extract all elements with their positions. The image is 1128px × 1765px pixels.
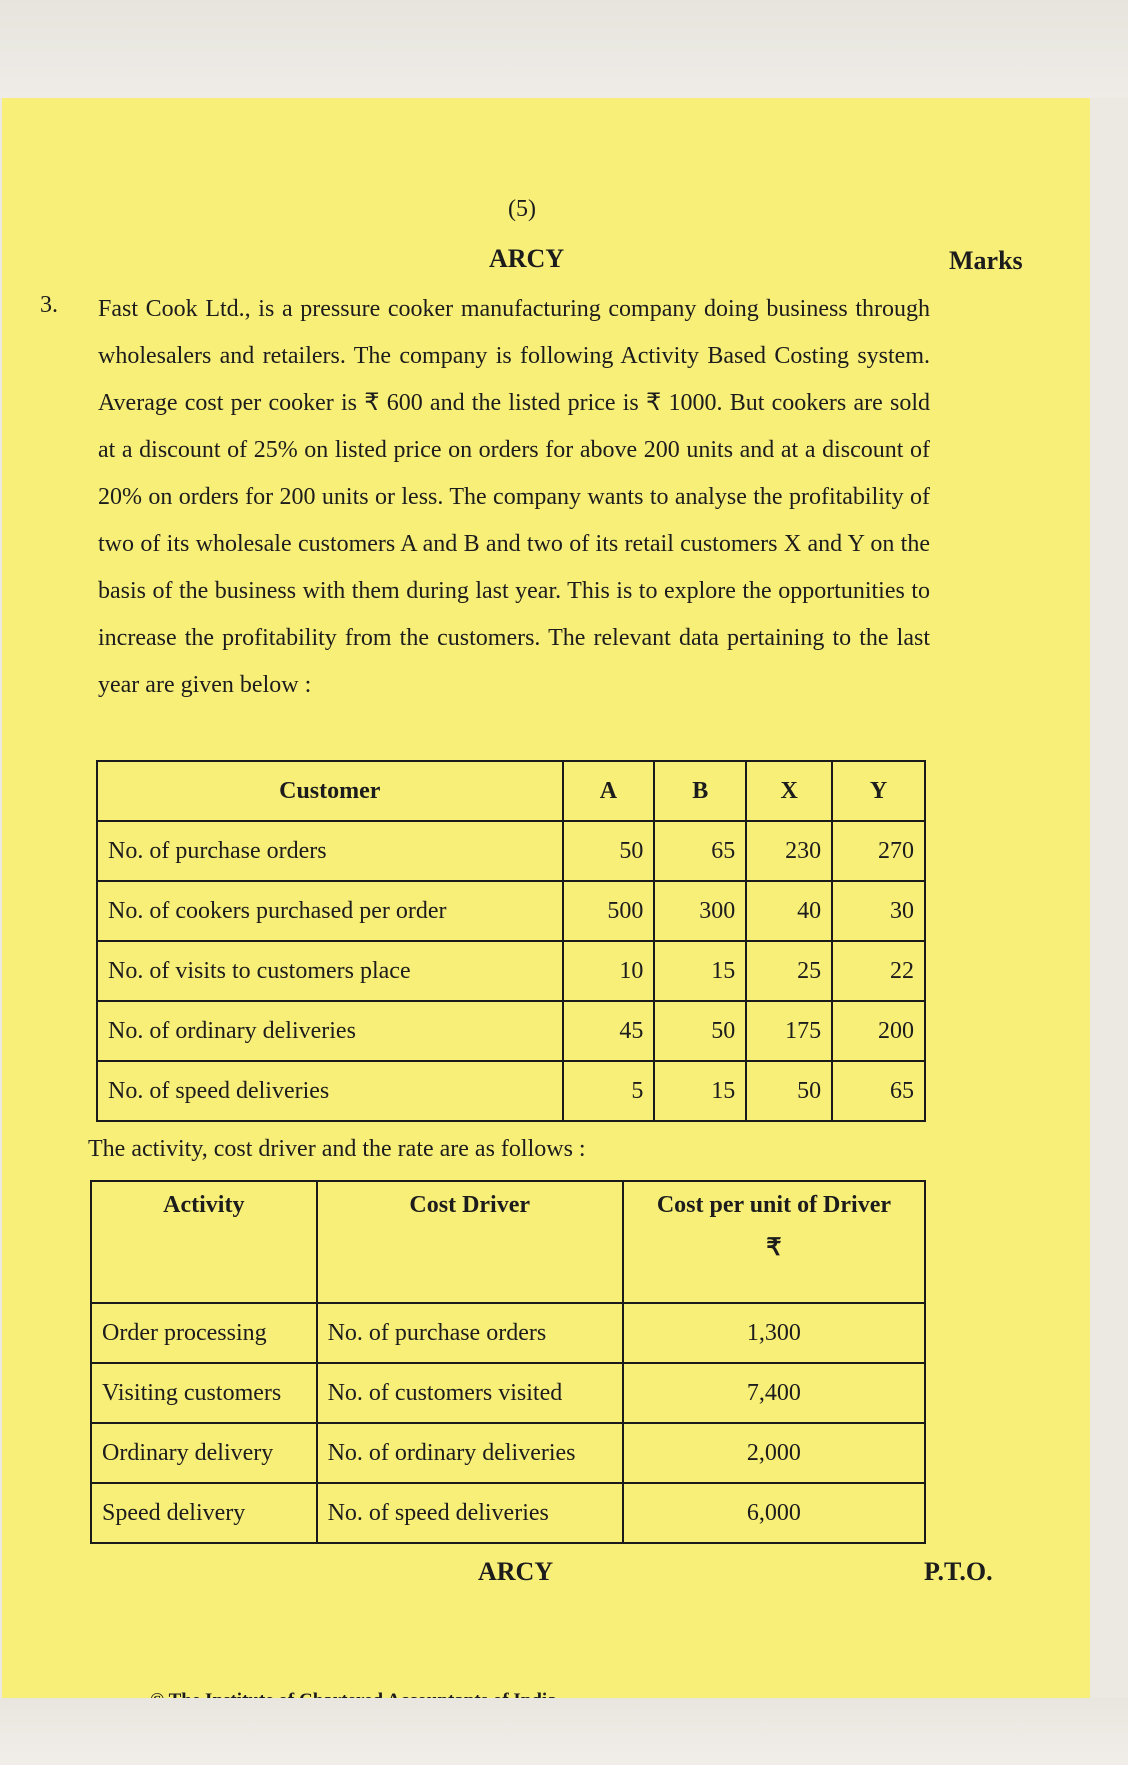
paper-code-header: ARCY <box>489 244 565 273</box>
cell-value: 30 <box>832 881 925 941</box>
table-row <box>97 1061 925 1121</box>
pto-label: P.T.O. <box>924 1557 993 1586</box>
header-cost-per-unit-label: Cost per unit of Driver <box>656 1192 892 1218</box>
activity-name: Order processing <box>91 1303 317 1363</box>
cell-value: 50 <box>746 1061 832 1121</box>
row-label: No. of purchase orders <box>97 821 563 881</box>
cell-value: 300 <box>654 881 746 941</box>
cost-rate: 1,300 <box>623 1303 925 1363</box>
header-activity: Activity <box>91 1181 317 1303</box>
cell-value: 15 <box>654 941 746 1001</box>
cell-value: 25 <box>746 941 832 1001</box>
cost-driver: No. of ordinary deliveries <box>317 1423 623 1483</box>
header-y: Y <box>832 761 925 821</box>
activity-name: Speed delivery <box>91 1483 317 1543</box>
cost-driver: No. of speed deliveries <box>317 1483 623 1543</box>
cell-value: 65 <box>832 1061 925 1121</box>
header-a: A <box>563 761 655 821</box>
table-row <box>91 1423 925 1483</box>
cell-value: 230 <box>746 821 832 881</box>
row-label: No. of speed deliveries <box>97 1061 563 1121</box>
activity-name: Ordinary delivery <box>91 1423 317 1483</box>
row-label: No. of visits to customers place <box>97 941 563 1001</box>
cell-value: 15 <box>654 1061 746 1121</box>
activity-table-caption: The activity, cost driver and the rate are as follows : <box>88 1136 586 1162</box>
scan-top-margin <box>0 0 1128 98</box>
cell-value: 65 <box>654 821 746 881</box>
table-row <box>97 941 925 1001</box>
row-label: No. of cookers purchased per order <box>97 881 563 941</box>
cost-rate: 7,400 <box>623 1363 925 1423</box>
cell-value: 45 <box>563 1001 655 1061</box>
cell-value: 22 <box>832 941 925 1001</box>
activity-name: Visiting customers <box>91 1363 317 1423</box>
table-row <box>97 881 925 941</box>
header-cost-per-unit <box>623 1181 925 1303</box>
table-row <box>91 1483 925 1543</box>
cost-rate: 2,000 <box>623 1423 925 1483</box>
row-label: No. of ordinary deliveries <box>97 1001 563 1061</box>
table-row <box>91 1363 925 1423</box>
footer-paper-code: ARCY <box>478 1557 554 1586</box>
cost-driver: No. of purchase orders <box>317 1303 623 1363</box>
cell-value: 10 <box>563 941 655 1001</box>
cell-value: 200 <box>832 1001 925 1061</box>
cell-value: 500 <box>563 881 655 941</box>
header-cost-driver: Cost Driver <box>317 1181 623 1303</box>
currency-symbol: ₹ <box>766 1235 782 1261</box>
cell-value: 50 <box>563 821 655 881</box>
header-b: B <box>654 761 746 821</box>
cost-rate: 6,000 <box>623 1483 925 1543</box>
cost-driver: No. of customers visited <box>317 1363 623 1423</box>
header-x: X <box>746 761 832 821</box>
table-row <box>97 821 925 881</box>
question-number: 3. <box>40 292 58 318</box>
cell-value: 175 <box>746 1001 832 1061</box>
customer-data-table <box>96 760 926 1122</box>
activity-cost-table <box>90 1180 926 1544</box>
page-number: (5) <box>508 196 536 222</box>
cell-value: 40 <box>746 881 832 941</box>
question-text: Fast Cook Ltd., is a pressure cooker manufacturing company doing business through wholesalers and retailers. The company is following Activity Based Costing system. Average cost per cooker is ₹ 600 and the listed price is ₹ 1000. But cookers are sold at a discount of 25% on listed price on orders for above 200 units and at a discount of 20% on orders for 200 units or less. The company wants to analyse the profitability of two of its wholesale customers A and B and two of its retail customers X and Y on the basis of the business with them during last year. This is to explore the opportunities to increase the profitability from the customers. The relevant data pertaining to the last year are given below : <box>98 296 930 698</box>
table-row <box>97 1001 925 1061</box>
table-row <box>91 1303 925 1363</box>
marks-label: Marks <box>949 246 1023 275</box>
cell-value: 270 <box>832 821 925 881</box>
table-header-row <box>91 1181 925 1303</box>
cell-value: 5 <box>563 1061 655 1121</box>
table-header-row <box>97 761 925 821</box>
header-customer: Customer <box>97 761 563 821</box>
scan-bottom-margin <box>0 1698 1128 1765</box>
cell-value: 50 <box>654 1001 746 1061</box>
